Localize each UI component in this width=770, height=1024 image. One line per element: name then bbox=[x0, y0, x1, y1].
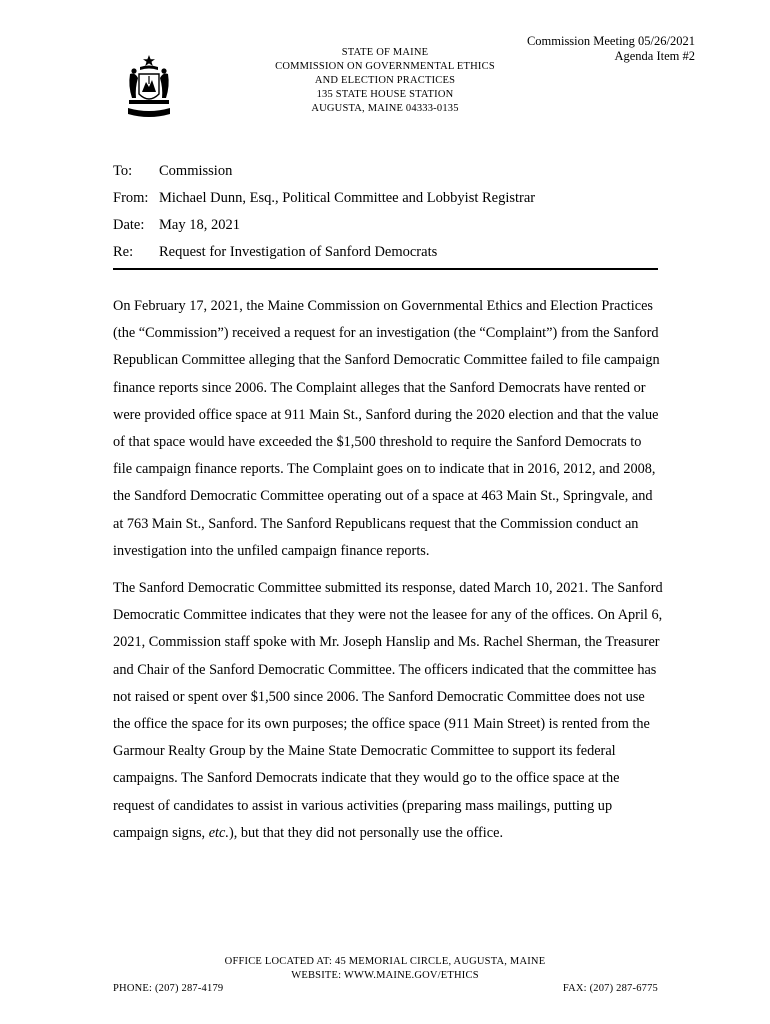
body-paragraph-2 bbox=[113, 575, 663, 847]
memo-re-row bbox=[113, 239, 535, 266]
agency-name-line2: AND ELECTION PRACTICES bbox=[314, 75, 456, 86]
memo-to-label: To: bbox=[113, 163, 133, 179]
memo-body bbox=[113, 293, 663, 857]
agency-city: AUGUSTA, MAINE 04333-0135 bbox=[311, 103, 459, 114]
meeting-info bbox=[527, 34, 695, 64]
header-divider bbox=[113, 268, 658, 270]
body-paragraph-2-end: ), but that they did not personally use the office. bbox=[228, 824, 504, 841]
agency-name-line1: COMMISSION ON GOVERNMENTAL ETHICS bbox=[275, 61, 495, 72]
body-paragraph-1: On February 17, 2021, the Maine Commission on Governmental Ethics and Election Practices (the “Commission”) received a request for an investigation (the “Complaint”) from the Sanford Republican Committee alleging that the Sanford Democratic Committee failed to file campaign finance reports since 2006. The Complaint alleges that the Sanford Democrats have rented or were provided office space at 911 Main St., Sanford during the 2020 election and that the value of that space would have exceeded the $1,500 threshold to require the Sanford Democrats to file campaign finance reports. The Complaint goes on to indicate that in 2016, 2012, and 2008, the Sandford Democratic Committee operating out of a space at 463 Main St., Springvale, and at 763 Main St., Sanford. The Sanford Republicans request that the Commission conduct an investigation into the unfiled campaign finance reports. bbox=[113, 298, 660, 559]
memo-date-row bbox=[113, 212, 535, 239]
memo-to-value: Commission bbox=[159, 163, 233, 179]
agency-station: 135 STATE HOUSE STATION bbox=[316, 89, 454, 100]
footer-fax: FAX: (207) 287-6775 bbox=[562, 983, 658, 994]
memo-date-label: Date: bbox=[113, 217, 145, 233]
agency-state: STATE OF MAINE bbox=[341, 47, 429, 58]
memo-date-value: May 18, 2021 bbox=[159, 217, 240, 233]
memo-re-label: Re: bbox=[113, 244, 134, 260]
memo-re-value: Request for Investigation of Sanford Democrats bbox=[159, 244, 438, 260]
memo-from-label: From: bbox=[113, 190, 149, 206]
memo-header bbox=[113, 158, 535, 266]
body-paragraph-2-italic: etc. bbox=[208, 824, 229, 841]
body-paragraph-2-main: The Sanford Democratic Committee submitted its response, dated March 10, 2021. The Sanford Democratic Committee indicates that they were not the leasee for any of the offices. On April 6, 2021, Commission staff spoke with Mr. Joseph Hanslip and Ms. Rachel Sherman, the Treasurer and Chair of the Sanford Democratic Committee. The officers indicated that the committee has not raised or spent over $1,500 since 2006. The Sanford Democratic Committee does not use the office the space for its own purposes; the office space (911 Main Street) is rented from the Garmour Realty Group by the Maine State Democratic Committee to support its federal campaigns. The Sanford Democrats indicate that they would go to the office space at the request of candidates to assist in various activities (preparing mass mailings, putting up campaign signs, bbox=[113, 580, 663, 841]
agenda-item-line: Agenda Item #2 bbox=[614, 49, 695, 63]
maine-state-seal-icon bbox=[126, 54, 172, 124]
footer-website: WEBSITE: WWW.MAINE.GOV/ETHICS bbox=[291, 970, 479, 981]
memo-from-value: Michael Dunn, Esq., Political Committee and Lobbyist Registrar bbox=[159, 190, 536, 206]
footer-phone: PHONE: (207) 287-4179 bbox=[113, 983, 224, 994]
memo-to-row bbox=[113, 158, 535, 185]
meeting-date-line: Commission Meeting 05/26/2021 bbox=[526, 34, 695, 48]
footer-office bbox=[195, 955, 575, 983]
memo-from-row bbox=[113, 185, 535, 212]
footer-office-address: OFFICE LOCATED AT: 45 MEMORIAL CIRCLE, AUGUSTA, MAINE bbox=[224, 956, 546, 967]
agency-address-block bbox=[255, 46, 515, 116]
